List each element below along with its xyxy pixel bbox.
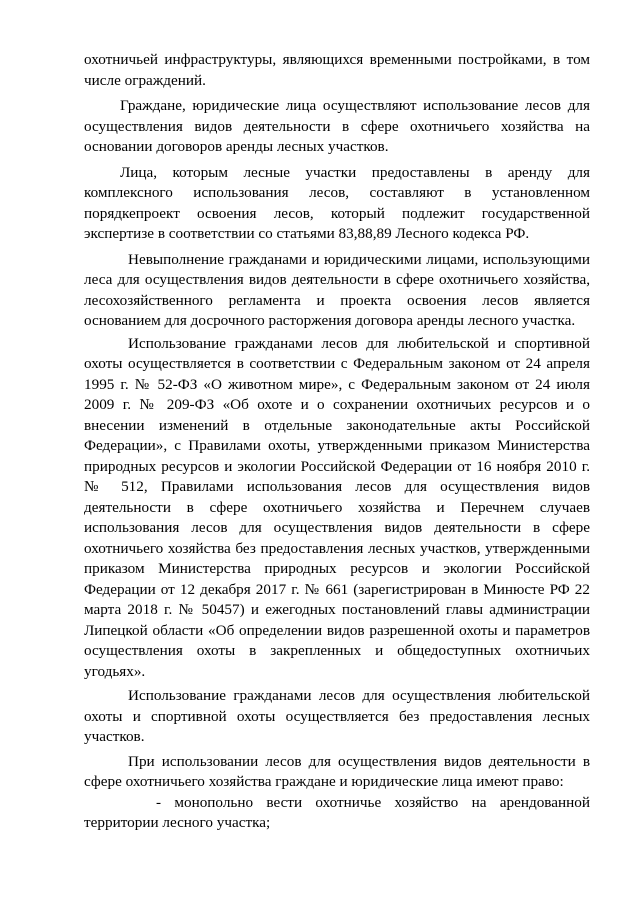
paragraph-lease-termination: Невыполнение гражданами и юридическими лицами, использующими леса для осуществления видов деятельности в сфере охотничьего хозяйства, лесохозяйственного регламента и проекта освоения лесов является основанием для досрочного расторжения договора аренды лесного участка. bbox=[84, 250, 590, 329]
paragraph-hunting-legislation: Использование гражданами лесов для любительской и спортивной охоты осуществляется в соответствии с Федеральным законом от 24 апреля 1995 г. № 52-ФЗ «О животном мире», с Федеральным законом от 24 июля 2009 г. № 209-ФЗ «Об охоте и о сохранении охотничьих ресурсов и о внесении изменений в отдельные законодательные акты Российской Федерации», с Правилами охоты, утвержденными приказом Министерства природных ресурсов и экологии Российской Федерации от 16 ноября 2010 г. № 512, Правилами использования лесов для осуществления видов деятельности в сфере охотничьего хозяйства и Перечнем случаев использования лесов для осуществления видов деятельности в сфере охотничьего хозяйства без предоставления лесных участков, утвержденными приказом Министерства природных ресурсов и экологии Российской Федерации от 12 декабря 2017 г. № 661 (зарегистрирован в Минюсте РФ 22 марта 2018 г. № 50457) и ежегодных постановлений главы администрации Липецкой области «Об определении видов разрешенной охоты и параметров осуществления охоты в закрепленных и общедоступных охотничьих угодьях». bbox=[84, 334, 590, 680]
paragraph-rights-intro: При использовании лесов для осуществления видов деятельности в сфере охотничьего хозяйства граждане и юридические лица имеют право: bbox=[84, 752, 590, 790]
paragraph-forest-development-project: Лица, которым лесные участки предоставлены в аренду для комплексного использования лесов, составляют в установленном порядкепроект освоения лесов, который подлежит государственной экспертизе в соответствии со статьями 83,88,89 Лесного кодекса РФ. bbox=[84, 163, 590, 242]
paragraph-infrastructure-continuation: охотничьей инфраструктуры, являющихся временными постройками, в том числе ограждений. bbox=[84, 51, 590, 89]
paragraph-right-monopoly: - монопольно вести охотничье хозяйство на арендованной территории лесного участка; bbox=[84, 793, 590, 831]
paragraph-hunting-without-lease: Использование гражданами лесов для осуществления любительской охоты и спортивной охоты осуществляется без предоставления лесных участков. bbox=[84, 687, 590, 745]
paragraph-lease-basis: Граждане, юридические лица осуществляют использование лесов для осуществления видов деятельности в сфере охотничьего хозяйства на основании договоров аренды лесных участков. bbox=[84, 97, 590, 155]
